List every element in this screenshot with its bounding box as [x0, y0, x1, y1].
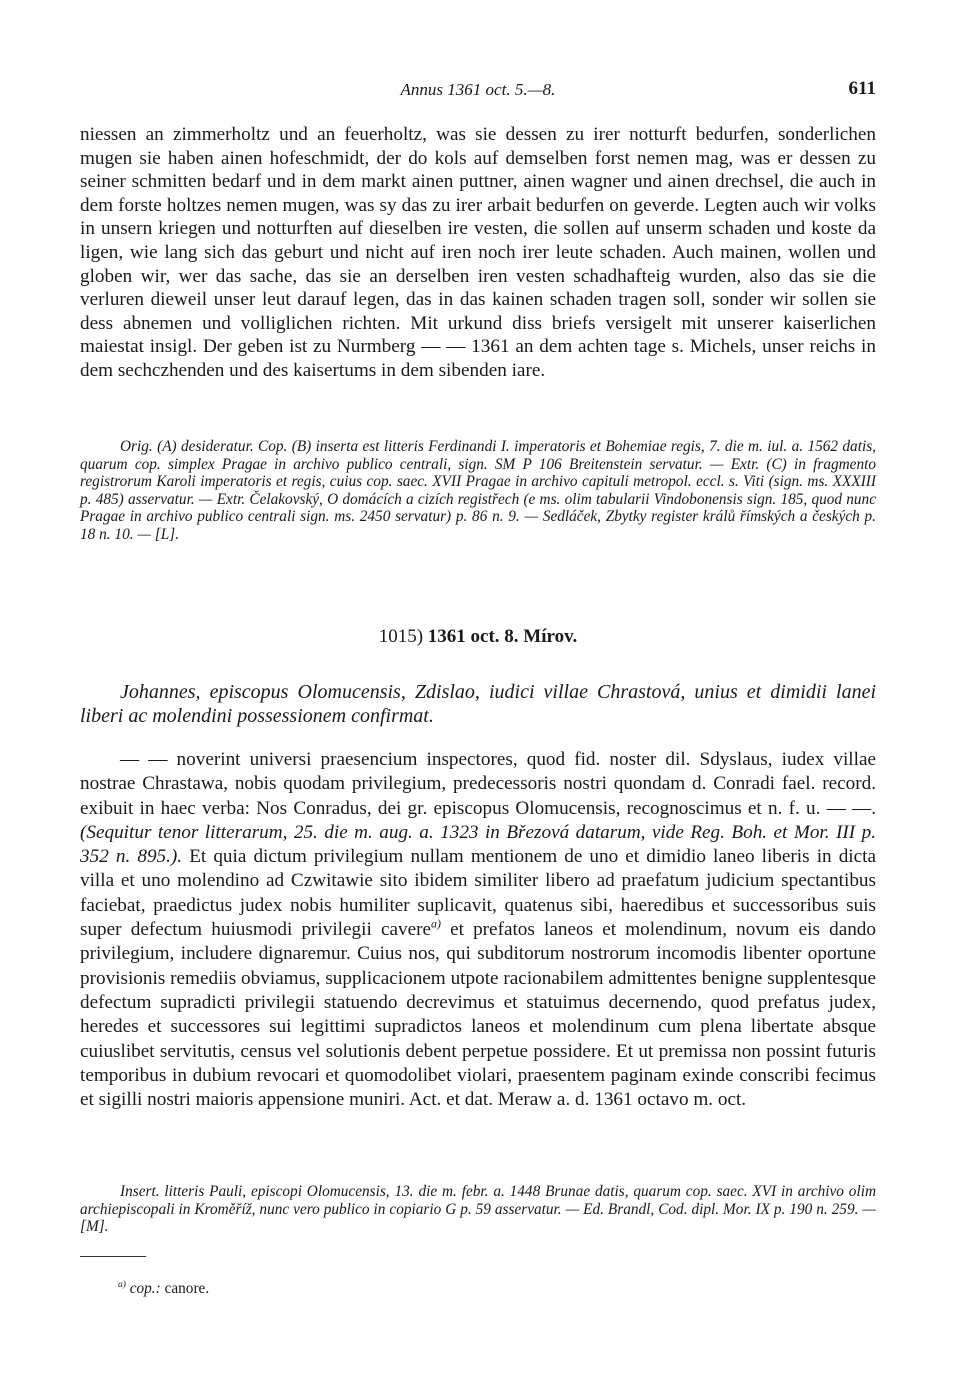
running-title: Annus 1361 oct. 5.—8. [400, 80, 556, 99]
document-text-part2: Et quia dictum privilegium nullam mentionem de uno et dimidio laneo liberis in dicta villa et uno molendino ad Czwitawie sito ibidem similiter libero ad praefatum judicium spectantibus faciebat, praedictus judex nobis humiliter suplicavit, quatenus sibi, haeredibus et successoribus suis super defectum huiusmodi privilegii cavere [80, 846, 876, 941]
document-text-italic-insert: (Sequitur tenor litterarum, 25. die m. aug. a. 1323 in Březová datarum, vide Reg. Boh. et Mor. III p. 352 n. 895.). [80, 821, 876, 868]
document-number: 1015) [378, 626, 424, 647]
previous-document-source-note: Orig. (A) desideratur. Cop. (B) inserta est litteris Ferdinandi I. imperatoris et Bohemiae regis, 7. die m. iul. a. 1562 datis, quarum cop. simplex Pragae in archivo publico centrali, sign. SM P 106 Breitenstein servatur. — Extr. (C) in fragmento registrorum Karoli imperatoris et regis, cuius cop. saec. XVII Pragae in archivo capituli metropol. eccl. s. Viti (sign. ms. XXXIII p. 485) asservatur. — Extr. Čelakovský, O domácích a cizích registřech (e ms. olim tabularii Vindobonensis sign. 185, quod nunc Pragae in archivo publico centrali sign. ms. 2450 servatur) p. 86 n. 9. — Sedláček, Zbytky register králů římských a českých p. 18 n. 10. — [L]. [80, 438, 876, 543]
previous-document-text: niessen an zimmerholtz und an feuerholtz, was sie dessen zu irer notturft bedurfen, sonderlichen mugen sie haben ainen hofeschmidt, der do kols auf demselben forst nemen mag, was er dessen zu seiner schmitten bedarf und in dem markt ainen puttner, ainen wagner und ainen drechsel, die auch in dem forste holtzes nemen mugen, was sy das zu irer arbait bedurfen on geverde. Legten auch wir volks in unsern kriegen und notturften auf dieselben ire vesten, die sollen auf unserm schaden und koste da ligen, wie lang sich das geburt und nicht auf iren noch irer leute schaden. Auch mainen, wollen und globen wir, wer das sache, das sie an derselben iren vesten schadhafteig wurden, also das sie die verluren dieweil unser leut darauf legen, das in das kainen schaden tragen soll, sonder wir sollen sie dess abnemen und volliglichen richten. Mit urkund diss briefs versigelt mit unserer kaiserlichen maiestat insigl. Der geben ist zu Nurmberg — — 1361 an dem achten tage s. Michels, unser reichs in dem sechczhenden und des kaisertums in dem sibenden iare. [80, 124, 876, 381]
document-heading [80, 626, 876, 648]
footnote-source: cop.: [129, 1280, 161, 1297]
footnote-marker: a) [118, 1279, 126, 1290]
document-date-place: 1361 oct. 8. Mírov. [427, 626, 578, 647]
page-number: 611 [848, 78, 876, 99]
footnote [118, 1280, 209, 1298]
document-text-part3: et prefatos laneos et molendinum, novum eis dando privilegium, includere dignaremur. Cuius nos, qui subditorum nostrorum incomodis libenter oportune provisionis remediis obviamus, supplicacionem utpote racionabilem admittentes benigne supplentesque defectum supradicti privilegii statuendo decrevimus et statuimus decernendo, quod prefatus judex, heredes et successores sui legittimi supradictos laneos et molendinum cum plena libertate absque cuiuslibet servitutis, census vel solutionis debent perpetue possidere. Et ut premissa non possint futuris temporibus in dubium revocari et quomodolibet violari, praesentem paginam exinde conscribi fecimus et sigilli nostri maioris appensione muniri. Act. et dat. Meraw a. d. 1361 octavo m. oct. [80, 919, 876, 1111]
document-text [80, 748, 876, 1112]
document-source-note: Insert. litteris Pauli, episcopi Olomucensis, 13. die m. febr. a. 1448 Brunae datis, quarum cop. saec. XVI in archivo olim archiepiscopali in Kroměříž, nunc vero publico in copiario G p. 59 asservatur. — Ed. Brandl, Cod. dipl. Mor. IX p. 190 n. 259. — [M]. [80, 1183, 876, 1236]
document-text-part1: — — noverint universi praesencium inspectores, quod fid. noster dil. Sdyslaus, iudex villae nostrae Chrastawa, nobis quodam privilegium, predecessoris nostri quondam d. Conradi fael. record. exibuit in haec verba: Nos Conradus, dei gr. episcopus Olomucensis, recognoscimus et n. f. u. — —. [80, 749, 876, 819]
footnote-reference: a) [431, 916, 441, 931]
footnote-divider [80, 1256, 146, 1257]
footnote-reading: canore. [164, 1280, 210, 1297]
running-header [80, 78, 876, 104]
document-regest: Johannes, episcopus Olomucensis, Zdislao, iudici villae Chrastová, unius et dimidii lanei liberi ac molendini possessionem confirmat. [80, 681, 876, 727]
